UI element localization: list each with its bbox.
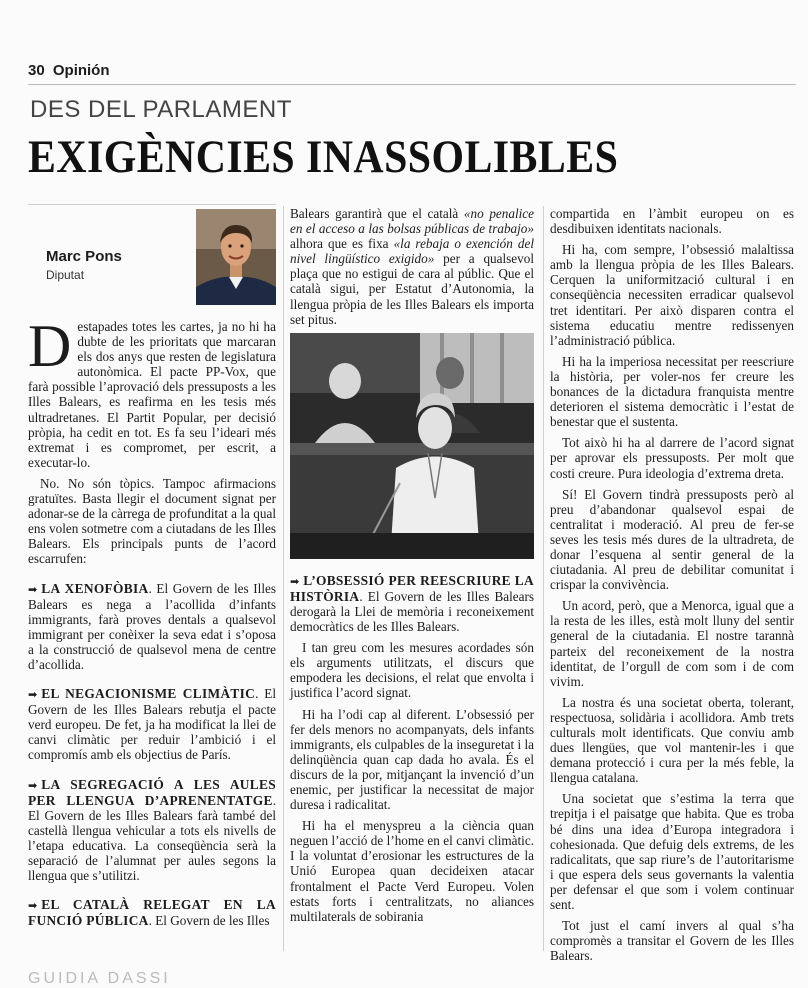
paragraph: Hi ha la imperiosa necessitat per reescriure la història, per voler-nos fer creure les bonances de la dictadura franquista mentre deterioren el sistema democràtic i l’estat de benestar que el sustenta. [550,353,794,430]
next-article-cut-text: GUIDIA DASSI [28,970,171,987]
paragraph: La nostra és una societat oberta, tolerant, respectuosa, solidària i acollidora. Amb trets culturals molt identificats. Que conviu amb dues llengües, que vol mantenir-les i que demana protecció i cura per la més feble, la llengua catalana. [550,694,794,786]
arrow-right-icon: ➡ [28,582,38,596]
arrow-right-icon: ➡ [28,899,38,913]
paragraph: Un acord, però, que a Menorca, igual que a la resta de les illes, està molt lluny del sentir general de la ciutadania. El nostre tarannà parteix del reconeixement de la nostra identitat, de l’orgull de com som i de com vivim. [550,598,794,689]
column-divider-2 [543,206,544,951]
author-role: Diputat [46,268,85,282]
subsection-historia: ➡ L’OBSESSIÓ PER REESCRIURE LA HISTÒRIA. El Govern de les Illes Balears derogarà la Llei de memòria i reconeixement democràtics de les Illes Balears. [290,572,534,635]
arrow-right-icon: ➡ [290,574,300,588]
arrow-right-icon: ➡ [28,688,38,702]
paragraph: No. No són tòpics. Tampoc afirmacions gratuïtes. Basta llegir el document signat per adonar-se de la càrrega de profunditat a la qual ens volen sotmetre com a ciutadans de les Illes Balears. Els principals punts de l’acord escarrufen: [28,475,276,567]
section-name: Opinión [52,62,110,79]
column-2 [290,206,534,930]
dropcap: D [28,313,72,379]
paragraph: Tot això hi ha al darrere de l’acord signat per aprovar els pressuposts. Per molt que costi creure. Pura ideologia d’extrema dreta. [550,435,794,481]
subsection-segregacio: ➡ LA SEGREGACIÓ A LES AULES PER LLENGUA D’APRENENTATGE. El Govern de les Illes Balears farà també del castellà llengua vehicular a tots els nivells de l’etapa educativa. La conseqüència serà la separació de l’alumnat per aules segons la llengua que s’utilitzi. [28,776,276,884]
headline: EXIGÈNCIES INASSOLIBLES [28,131,619,183]
paragraph: Balears garantirà que el català «no penalice en el acceso a las bolsas públicas de trabajo» alhora que es fixa «la rebaja o exención del nivel lingüístico exigido» per a qualsevol plaça que no estigui de cara al públic. Que el català sigui, per Estatut d’Autonomia, la llengua pròpia de les Illes Balears els importa set pitus. [290,206,535,327]
header-divider [28,84,796,85]
paragraph: Hi ha l’odi cap al diferent. L’obsessió per fer dels menors no acompanyats, dels infants immigrants, els culpables de la inseguretat i la delinqüència quan cap dada ho avala. És el discurs de la por, mitjançant la invenció d’un enemic, per justificar la necessitat de major duresa i radicalitat. [290,706,534,813]
paragraph: I tan greu com les mesures acordades són els arguments utilitzats, el discurs que empodera les decisions, el relat que envolta i justifica l’acord signat. [290,640,534,701]
paragraph: Una societat que s’estima la terra que trepitja i el paisatge que habita. Que es troba bé dins una idea d’Europa integradora i cohesionada. Que defuig dels extrems, de les radicalitats, que sap riure’s de l’autoritarisme i que espera dels seus governants la valentia per defensar el que som i volem continuar sent. [550,791,794,913]
subsection-catala: ➡ EL CATALÀ RELEGAT EN LA FUNCIÓ PÚBLICA. El Govern de les Illes [28,897,276,929]
paragraph: Hi ha, com sempre, l’obsessió malaltissa amb la llengua pròpia de les Illes Balears. Cerquen la uniformització cultural i en conseqüència necessiten erradicar qualsevol tret identitari. Per això disparen contra el sistema educatiu mentre redissenyen l’administració pública. [550,242,794,348]
author-name: Marc Pons [46,248,122,265]
arrow-right-icon: ➡ [28,778,38,792]
column-3 [550,206,794,969]
subsection-xenofobia: ➡ LA XENOFÒBIA. El Govern de les Illes Balears es nega a l’acollida d’infants immigrants, farà proves dentals a qualsevol immigrant per conèixer la seva edat i s’oposa a la construcció de qualsevol mena de centre d’acollida. [28,580,276,672]
paragraph: Tot just el camí invers al qual s’ha compromès a transitar el Govern de les Illes Balears. [550,918,794,964]
parliament-photo [290,333,534,559]
author-photo [196,209,276,305]
paragraph: Hi ha el menyspreu a la ciència quan neguen l’acció de l’home en el canvi climàtic. I la voluntat d’erosionar les estructures de la Unió Europea quan decideixen atacar frontalment el Pacte Verd Europeu. Volen estats forts i centralitzats, no aliances multilaterals de sobirania [290,818,534,924]
column-divider-1 [283,206,284,951]
paragraph: Sí! El Govern tindrà pressuposts però al preu d’abandonar qualsevol espai de centralitat i moderació. Al preu de fer-se seves les tesis més dures de la ultradreta, de donar l’esquena al sentir general de la ciutadania. Al preu de debilitar comunitat i crispar la convivència. [550,486,794,593]
subsection-negacionisme: ➡ EL NEGACIONISME CLIMÀTIC. El Govern de les Illes Balears rebutja el pacte verd europeu. De fet, ja ha modificat la llei de canvi climàtic per reduir l’ambició i el compromís amb els objectius de París. [28,686,276,763]
page-header [28,62,110,79]
author-box [28,204,276,309]
section-label: DES DEL PARLAMENT [30,96,292,123]
paragraph: compartida en l’àmbit europeu on es desdibuixen identitats nacionals. [550,206,794,237]
column-1 [28,204,276,934]
intro-paragraph: Destapades totes les cartes, ja no hi ha dubte de les prioritats que marcaran els dos anys que resten de legislatura autonòmica. El pacte PP-Vox, que farà possible l’aprovació dels pressuposts a les Illes Balears, es reafirma en les tesis més ultradretanes. El Partit Popular, per decisió pròpia, ha cedit en tot. Es fa seu l’ideari més extremat i es compromet, per escrit, a executar-lo. [28,313,276,470]
page-number: 30 [28,62,45,79]
